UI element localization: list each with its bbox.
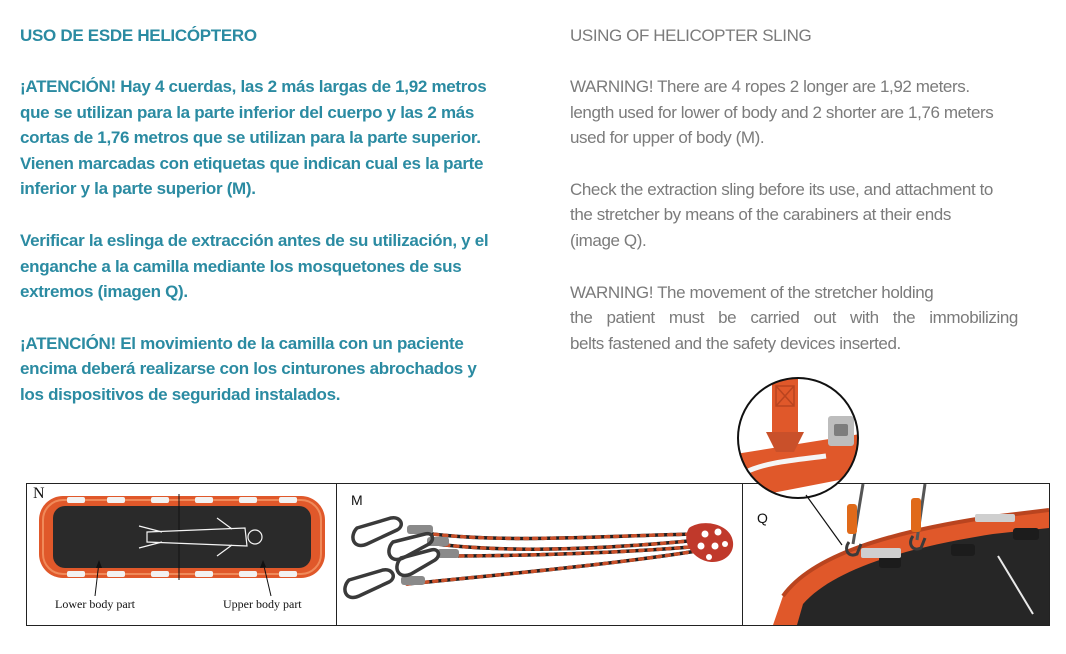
text-line: enganche a la camilla mediante los mosquetones de sus xyxy=(20,256,462,276)
text-line: encima deberá realizarse con los cinturones abrochados y xyxy=(20,359,477,379)
figure-m xyxy=(337,484,743,625)
text-line: used for upper of body (M). xyxy=(570,128,765,148)
spanish-check-sling xyxy=(20,228,520,305)
spanish-warning-ropes xyxy=(20,74,520,202)
english-title: USING OF HELICOPTER SLING xyxy=(570,26,812,45)
text-line: WARNING! There are 4 ropes 2 longer are 1,92 meters. xyxy=(570,77,970,96)
spanish-title: USO DE ESDE HELICÓPTERO xyxy=(20,26,257,45)
text-line: ¡ATENCIÓN! Hay 4 cuerdas, las 2 más largas de 1,92 metros xyxy=(20,77,487,96)
text-line: length used for lower of body and 2 shorter are 1,76 meters xyxy=(570,102,994,122)
english-warning-ropes xyxy=(570,74,1018,151)
zoom-detail-circle xyxy=(736,376,860,500)
caption-lower-body: Lower body part xyxy=(55,597,135,611)
sling-ropes-illustration xyxy=(337,484,742,625)
stretcher-sling-attached-illustration xyxy=(743,484,1049,625)
text-line: (image Q). xyxy=(570,230,647,250)
text-line: que se utilizan para la parte inferior del cuerpo y las 2 más xyxy=(20,102,475,122)
figure-strip xyxy=(26,483,1050,626)
english-column xyxy=(570,24,1018,382)
figure-q-label: Q xyxy=(757,510,768,526)
text-line: the patient must be carried out with the immobilizing xyxy=(570,308,1018,328)
figure-n xyxy=(27,484,337,625)
text-line: WARNING! The movement of the stretcher holding xyxy=(570,282,934,302)
text-line: Verificar la eslinga de extracción antes de su utilización, y el xyxy=(20,230,489,250)
text-line: cortas de 1,76 metros que se utilizan para la parte superior. xyxy=(20,128,481,148)
figure-n-label: N xyxy=(33,485,45,502)
text-line: extremos (imagen Q). xyxy=(20,282,188,302)
caption-upper-body: Upper body part xyxy=(223,597,302,611)
english-warning-movement xyxy=(570,280,1018,357)
figure-m-label: M xyxy=(351,492,363,508)
english-check-sling xyxy=(570,177,1018,254)
text-line: inferior y la parte superior (M). xyxy=(20,179,256,199)
spanish-column xyxy=(20,24,520,434)
text-line: ¡ATENCIÓN! El movimiento de la camilla con un paciente xyxy=(20,333,464,353)
spanish-warning-movement xyxy=(20,331,520,408)
text-line: los dispositivos de seguridad instalados. xyxy=(20,384,341,404)
text-line: Vienen marcadas con etiquetas que indican cual es la parte xyxy=(20,153,484,173)
text-line: belts fastened and the safety devices inserted. xyxy=(570,333,901,353)
figure-q xyxy=(743,484,1049,625)
text-line: the stretcher by means of the carabiners at their ends xyxy=(570,205,951,225)
text-line: Check the extraction sling before its use, and attachment to xyxy=(570,179,993,199)
